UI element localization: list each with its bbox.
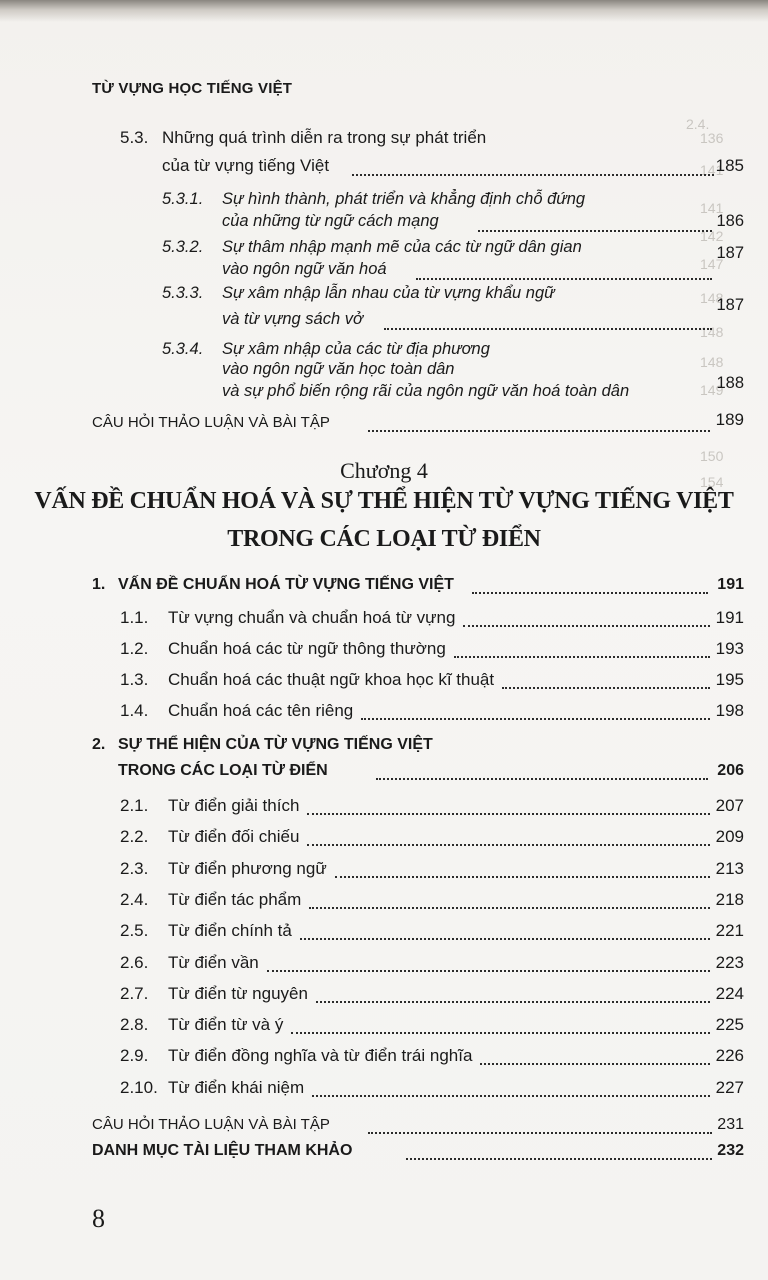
entry-title-line1: Sự thâm nhập mạnh mẽ của các từ ngữ dân gian (222, 238, 582, 256)
entry-number: 2.4. (120, 889, 149, 909)
entry-title: CÂU HỎI THẢO LUẬN VÀ BÀI TẬP (92, 414, 330, 431)
page-number: 206 (717, 762, 744, 779)
entry-number: 5.3.3. (162, 284, 204, 302)
page-number: 225 (715, 1015, 744, 1035)
entry-title: Chuẩn hoá các thuật ngữ khoa học kĩ thuật (168, 670, 495, 689)
entry-number: 2.1. (120, 796, 149, 815)
page-number: 191 (715, 608, 744, 627)
entry-title-line1: Sự hình thành, phát triển và khẳng định chỗ đứng (222, 190, 586, 208)
entry-title-line1: Những quá trình diễn ra trong sự phát triển (162, 128, 487, 147)
page-number: 224 (715, 983, 744, 1003)
page-number: 231 (717, 1116, 744, 1133)
page-number: 186 (716, 212, 744, 230)
dot-leader (368, 430, 710, 432)
page-number: 218 (715, 889, 744, 909)
page-number: 191 (717, 576, 744, 593)
page-number: 221 (715, 921, 744, 941)
running-head: TỪ VỰNG HỌC TIẾNG VIỆT (92, 80, 293, 97)
entry-title: Từ điển đối chiếu (168, 827, 300, 847)
entry-title: Từ điển giải thích (168, 796, 300, 815)
entry-title-line2: của từ vựng tiếng Việt (162, 156, 330, 175)
dot-leader (472, 592, 708, 594)
page-number: 185 (715, 156, 744, 175)
dot-leader (376, 778, 708, 780)
dot-leader (463, 625, 710, 627)
dot-leader (502, 687, 710, 689)
dot-leader (307, 844, 710, 846)
dot-leader (478, 230, 712, 232)
page-number: 209 (715, 827, 744, 847)
entry-title: Từ điển khái niệm (168, 1077, 305, 1097)
entry-number: 5.3.2. (162, 238, 204, 256)
entry-title-line1: Sự xâm nhập của các từ địa phương (222, 340, 490, 358)
entry-title: Từ điển phương ngữ (168, 858, 327, 878)
section-number: 1. (92, 576, 106, 593)
entry-number: 1.2. (120, 639, 149, 658)
dot-leader (454, 656, 710, 658)
section-number: 2. (92, 736, 106, 753)
book-page: 2.4. 136 141 141 142 147 148 148 148 149 150 154 TỪ VỰNG HỌC TIẾNG VIỆT 5.3. Những quá trình diễn ra trong sự phát triển của từ vựng tiếng Việt 185 5.3.1. Sự hình thành, phát triển và khẳng định chỗ đứng của những từ ngữ cách mạng 186 5.3.2. Sự thâm nhập mạnh mẽ của các từ ngữ dân gian vào ngôn ngữ văn hoá 187 5.3.3. Sự xâm nhập lẫn nhau của từ vựng khẩu ngữ và từ vựng sách vở 187 5.3.4. Sự xâm nhập của các từ địa phương vào ngôn ngữ văn học toàn dân và sự phổ biến rộng rãi của ngôn ngữ văn hoá toàn dân 188 CÂU HỎI THẢO LUẬN VÀ BÀI TẬP 189 Chương 4 VẤN ĐỀ CHUẨN HOÁ VÀ SỰ THỂ HIỆN TỪ VỰNG TIẾNG VIỆT TRONG CÁC LOẠI TỪ ĐIỂN 1. VẤN ĐỀ CHUẨN HOÁ TỪ VỰNG TIẾNG VIỆT 191 1.1. Từ vựng chuẩn và chuẩn hoá từ vựng 191 1.2. Chuẩn hoá các từ ngữ thông thường 193 1.3. Chuẩn hoá các thuật ngữ khoa học kĩ thuật 195 1.4. Chuẩn hoá các tên riêng 198 2. SỰ THỂ HIỆN CỦA TỪ VỰNG TIẾNG VIỆT TRONG CÁC LOẠI TỪ ĐIỂN 206 2.1. Từ điển giải thích 207 2.2. Từ điển đối chiếu 209 2.3. Từ điển phương ngữ 213 2.4. Từ điển tác phẩm 218 2.5. Từ điển chính tả 221 2.6. Từ điển vần 223 2.7. Từ điển từ nguyên 224 2.8. Từ điển từ và ý 225 2.9. Từ điển đồng nghĩa và từ điển trái nghĩa 226 2.10. Từ điển khái niệm 227 CÂU HỎI THẢO LUẬN VÀ BÀI TẬP 231 DANH MỤC TÀI LIỆU THAM KHẢO 232 8 (0, 0, 768, 1280)
page-number: 213 (715, 858, 744, 878)
dot-leader (300, 938, 710, 940)
page-number: 193 (715, 639, 744, 658)
entry-title-line3: và sự phổ biến rộng rãi của ngôn ngữ văn hoá toàn dân (222, 382, 630, 400)
entry-title: Từ điển tác phẩm (168, 889, 302, 909)
page-number: 232 (717, 1142, 744, 1159)
chapter-title-line2: TRONG CÁC LOẠI TỪ ĐIỂN (227, 526, 541, 552)
entry-number: 1.4. (120, 701, 149, 720)
page-number: 207 (715, 796, 744, 815)
section-title: VẤN ĐỀ CHUẨN HOÁ TỪ VỰNG TIẾNG VIỆT (118, 576, 454, 593)
entry-number: 2.10. (120, 1077, 158, 1097)
dot-leader (309, 907, 710, 909)
entry-title-line2: của những từ ngữ cách mạng (222, 212, 439, 230)
page-number: 195 (715, 670, 744, 689)
page-number: 226 (715, 1046, 744, 1066)
page-number: 227 (715, 1077, 744, 1097)
chapter-label: Chương 4 (340, 458, 428, 483)
chapter-title-line1: VẤN ĐỀ CHUẨN HOÁ VÀ SỰ THỂ HIỆN TỪ VỰNG TIẾNG VIỆT (34, 488, 734, 514)
entry-number: 5.3. (120, 128, 149, 147)
page-folio: 8 (92, 1204, 105, 1233)
dot-leader (335, 876, 710, 878)
entry-title: DANH MỤC TÀI LIỆU THAM KHẢO (92, 1142, 353, 1159)
entry-title-line2: vào ngôn ngữ văn hoá (222, 260, 387, 278)
entry-number: 2.6. (120, 952, 149, 972)
entry-number: 2.2. (120, 827, 149, 847)
entry-number: 2.3. (120, 858, 149, 878)
entry-number: 1.3. (120, 670, 149, 689)
dot-leader (307, 813, 710, 815)
dot-leader (312, 1095, 710, 1097)
entry-title: Từ điển từ nguyên (168, 983, 308, 1003)
entry-number: 5.3.1. (162, 190, 204, 208)
section-title-line1: SỰ THỂ HIỆN CỦA TỪ VỰNG TIẾNG VIỆT (118, 736, 433, 753)
page-number: 187 (716, 296, 744, 314)
entry-title: CÂU HỎI THẢO LUẬN VÀ BÀI TẬP (92, 1116, 330, 1133)
section-title-line2: TRONG CÁC LOẠI TỪ ĐIỂN (118, 762, 328, 779)
dot-leader (406, 1158, 712, 1160)
entry-title: Từ điển chính tả (168, 921, 292, 941)
dot-leader (291, 1032, 710, 1034)
page-number: 198 (715, 701, 744, 720)
entry-title: Chuẩn hoá các từ ngữ thông thường (168, 639, 446, 658)
dot-leader (267, 970, 710, 972)
page-number: 188 (716, 374, 744, 392)
page-number: 187 (716, 244, 744, 262)
entry-title-line1: Sự xâm nhập lẫn nhau của từ vựng khẩu ngữ (222, 284, 555, 302)
entry-title: Từ vựng chuẩn và chuẩn hoá từ vựng (168, 608, 456, 627)
dot-leader (316, 1001, 710, 1003)
entry-number: 5.3.4. (162, 340, 204, 358)
entry-title-line2: và từ vựng sách vở (222, 310, 363, 328)
entry-number: 2.8. (120, 1015, 149, 1035)
dot-leader (480, 1063, 710, 1065)
entry-number: 2.7. (120, 983, 149, 1003)
dot-leader (416, 278, 712, 280)
entry-title: Chuẩn hoá các tên riêng (168, 701, 354, 720)
entry-title: Từ điển từ và ý (168, 1015, 284, 1035)
entry-title-line2: vào ngôn ngữ văn học toàn dân (222, 360, 455, 378)
entry-number: 2.5. (120, 921, 149, 941)
dot-leader (368, 1132, 712, 1134)
entry-title: Từ điển vần (168, 952, 259, 972)
dot-leader (384, 328, 712, 330)
entry-title: Từ điển đồng nghĩa và từ điển trái nghĩa (168, 1046, 473, 1066)
entry-number: 1.1. (120, 608, 149, 627)
entry-number: 2.9. (120, 1046, 149, 1066)
page-number: 189 (715, 410, 744, 429)
page-top-shadow (0, 0, 768, 22)
page-number: 223 (715, 952, 744, 972)
dot-leader (352, 174, 714, 176)
dot-leader (361, 718, 710, 720)
